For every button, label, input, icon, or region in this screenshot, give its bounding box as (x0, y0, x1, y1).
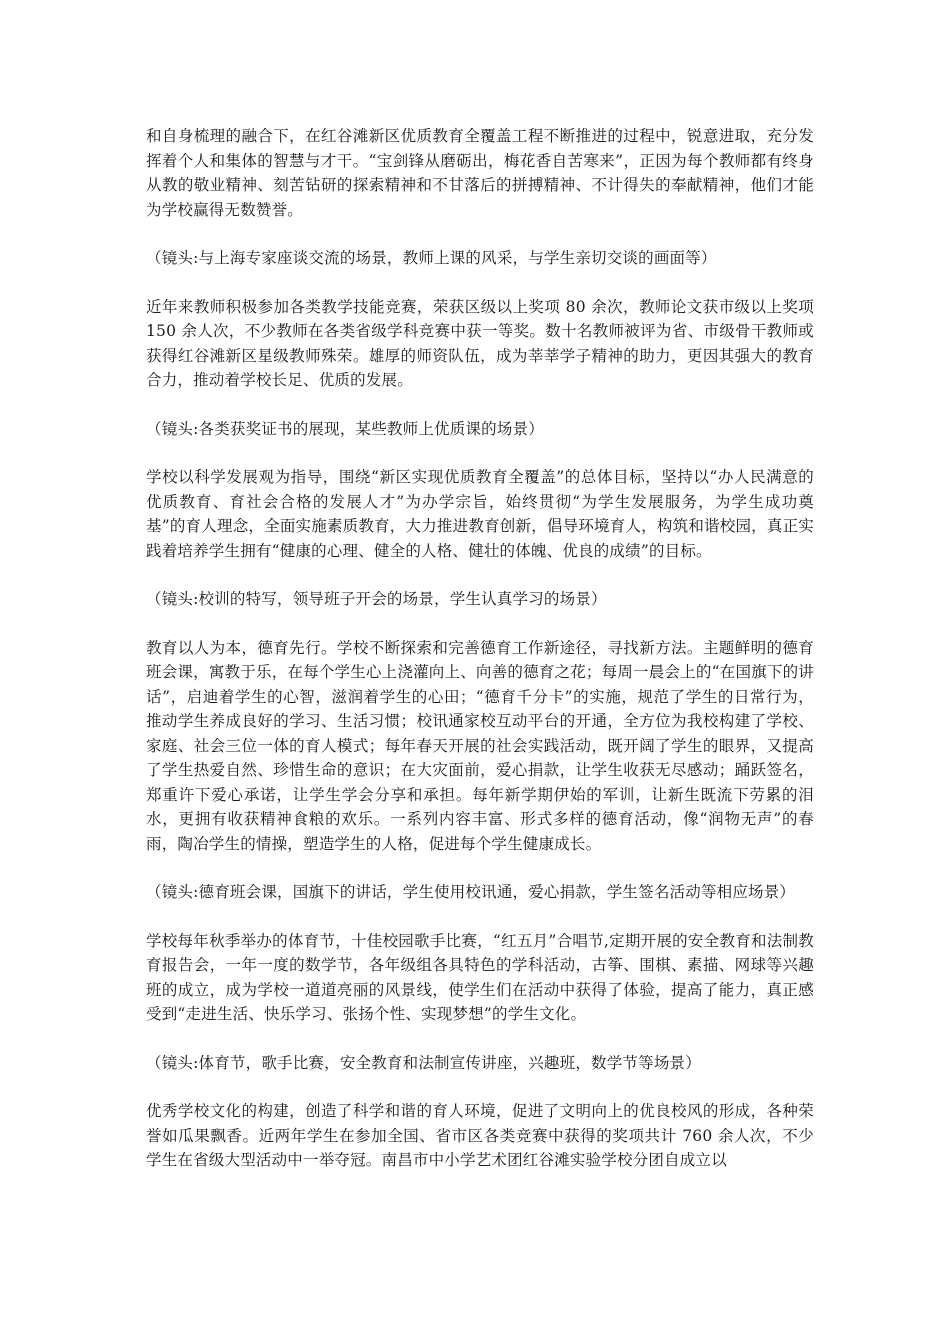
camera-note-certificates: （镜头:各类获奖证书的展现，某些教师上优质课的场景） (146, 419, 544, 438)
camera-note-school-motto: （镜头:校训的特写，领导班子开会的场景，学生认真学习的场景） (146, 590, 607, 608)
paragraph-moral-education: 教育以人为本，德育先行。学校不断探索和完善德育工作新途径，寻找新方法。主题鲜明的德育班会课，寓教于乐，在每个学生心上浇灌向上、向善的德育之花；每周一晨会上的“在国旗下的讲话”，启迪着学生的心智，滋润着学生的心田；“德育千分卡”的实施，规范了学生的日常行为，推动学生养成良好的学习、生活习惯；校讯通家校互动平台的开通，全方位为我校构建了学校、家庭、社会三位一体的育人模式；每年春天开展的社会实践活动，既开阔了学生的眼界，又提高了学生热爱自然、珍惜生命的意识；在大灾面前，爱心捐款，让学生收获无尽感动；踊跃签名，郑重许下爱心承诺，让学生学会分享和承担。每年新学期伊始的军训，让新生既流下劳累的泪水，更拥有收获精神食粮的欢乐。一系列内容丰富、形式多样的德育活动，像“润物无声”的春雨，陶冶学生的情操，塑造学生的人格，促进每个学生健康成长。 (146, 638, 814, 853)
camera-note-sports-festival: （镜头:体育节，歌手比赛，安全教育和法制宣传讲座，兴趣班，数学节等场景） (146, 1053, 701, 1072)
paragraph-school-philosophy: 学校以科学发展观为指导，围绕“新区实现优质教育全覆盖”的总体目标，坚持以“办人民满意的优质教育、育社会合格的发展人才”为办学宗旨，始终贯彻“为学生发展服务，为学生成功奠基”的育人理念，全面实施素质教育，大力推进教育创新，倡导环境育人，构筑和谐校园，真正实践着培养学生拥有“健康的心理、健全的人格、健壮的体魄、优良的成绩”的目标。 (146, 468, 814, 560)
paragraph-teacher-awards: 近年来教师积极参加各类教学技能竞赛，荣获区级以上奖项 80 余次，教师论文获市级以上奖项 150 余人次，不少教师在各类省级学科竞赛中获一等奖。数十名教师被评为省、市级骨干教师或获得红谷滩新区星级教师殊荣。雄厚的师资队伍，成为莘莘学子精神的助力，更因其强大的教育合力，推动着学校长足、优质的发展。 (146, 297, 814, 389)
paragraph-teacher-spirit: 和自身梳理的融合下，在红谷滩新区优质教育全覆盖工程不断推进的过程中，锐意进取，充分发挥着个人和集体的智慧与才干。“宝剑锋从磨砺出，梅花香自苦寒来”，正因为每个教师都有终身从教的敬业精神、刻苦钻研的探索精神和不甘落后的拼搏精神、不计得失的奉献精神，他们才能为学校赢得无数赞誉。 (146, 127, 814, 219)
camera-note-expert-meeting: （镜头:与上海专家座谈交流的场景，教师上课的风采，与学生亲切交谈的画面等） (146, 249, 717, 267)
document-body (146, 124, 814, 1173)
paragraph-student-activities: 学校每年秋季举办的体育节，十佳校园歌手比赛，“红五月”合唱节,定期开展的安全教育和法制教育报告会，一年一度的数学节，各年级组各具特色的学科活动，古筝、围棋、素描、网球等兴趣班的成立，成为学校一道道亮丽的风景线，使学生们在活动中获得了体验，提高了能力，真正感受到“走进生活、快乐学习、张扬个性、实现梦想”的学生文化。 (146, 931, 814, 1023)
paragraph-school-culture: 优秀学校文化的构建，创造了科学和谐的育人环境，促进了文明向上的优良校风的形成，各种荣誉如瓜果飘香。近两年学生在参加全国、省市区各类竞赛中获得的奖项共计 760 余人次，不少学生在省级大型活动中一举夺冠。南昌市中小学艺术团红谷滩实验学校分团自成立以 (146, 1102, 814, 1169)
camera-note-moral-activities: （镜头:德育班会课，国旗下的讲话，学生使用校讯通，爱心捐款，学生签名活动等相应场景） (146, 883, 796, 901)
